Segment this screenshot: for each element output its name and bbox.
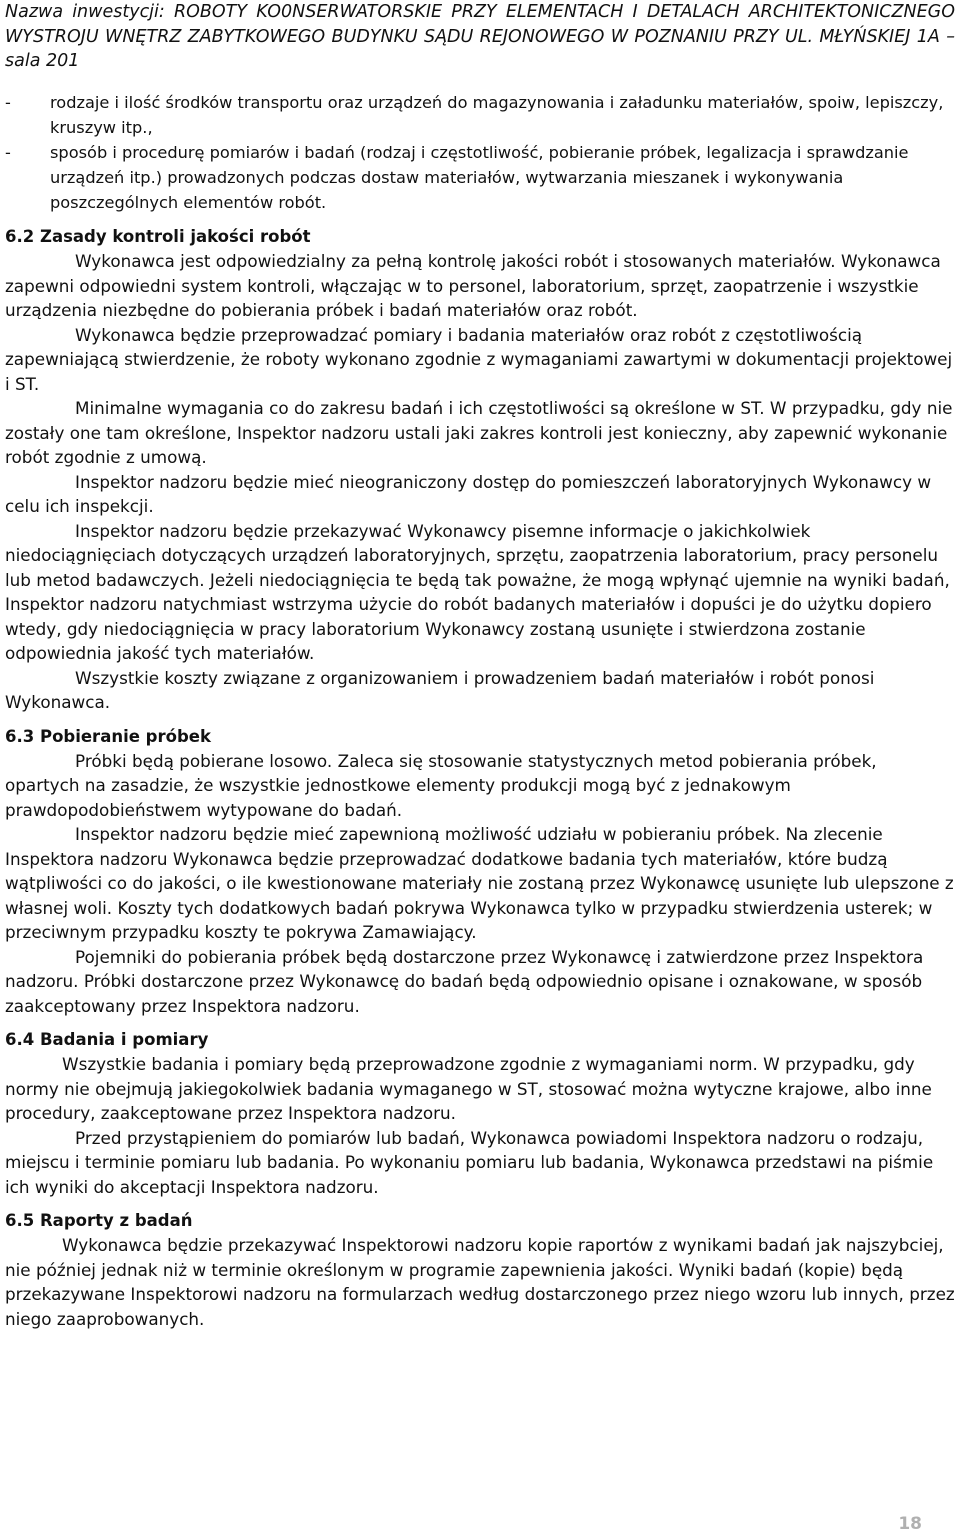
requirements-list [5, 90, 955, 215]
section-heading-6-2: 6.2 Zasady kontroli jakości robót [5, 227, 311, 246]
paragraph: Wykonawca będzie przeprowadzać pomiary i badania materiałów oraz robót z częstotliwością zapewniającą stwierdzenie, że roboty wykonano zgodnie z wymaganiami zawartymi w dokumentacji projektowej i ST. [5, 324, 953, 394]
page-number: 18 [898, 1514, 922, 1534]
list-dash: - [5, 93, 11, 112]
list-item-text: sposób i procedurę pomiarów i badań (rodzaj i częstotliwość, pobieranie próbek, legalizacja i sprawdzanie urządzeń itp.) prowadzonych podczas dostaw materiałów, wytwarzania mieszanek i wykonywania poszczególnych elementów robót. [50, 143, 909, 212]
paragraph: Minimalne wymagania co do zakresu badań i ich częstotliwości są określone w ST. W przypadku, gdy nie zostały one tam określone, Inspektor nadzoru ustali jaki zakres kontroli jest konieczny, aby zapewnić wykonanie robót zgodnie z umową. [5, 398, 953, 467]
document-header: Nazwa inwestycji: ROBOTY KO0NSERWATORSKIE PRZY ELEMENTACH I DETALACH ARCHITEKTONICZNEGO WYSTROJU WNĘTRZ ZABYTKOWEGO BUDYNKU SĄDU REJONOWEGO W POZNANIU PRZY UL. MŁYŃSKIEJ 1A – sala 201 [5, 2, 955, 71]
list-item-text: rodzaje i ilość środków transportu oraz urządzeń do magazynowania i załadunku materiałów, spoiw, lepiszczy, kruszyw itp., [50, 93, 944, 137]
paragraph: Wykonawca będzie przekazywać Inspektorowi nadzoru kopie raportów z wynikami badań jak najszybciej, nie później jednak niż w terminie określonym w programie zapewnienia jakości. Wyniki badań (kopie) będą przekazywane Inspektorowi nadzoru na formularzach według dostarczonego przez niego wzoru lub innych, przez niego zaaprobowanych. [5, 1235, 955, 1329]
paragraph: Inspektor nadzoru będzie mieć zapewnioną możliwość udziału w pobieraniu próbek. Na zlecenie Inspektora nadzoru Wykonawca będzie przeprowadzać dodatkowe badania tych materiałów, które budzą wątpliwości co do jakości, o ile kwestionowane materiały nie zostaną przez Wykonawcę usunięte lub ulepszone z własnej woli. Koszty tych dodatkowych badań pokrywa Wykonawca tylko w przypadku stwierdzenia usterek; w przeciwnym przypadku koszty te pokrywa Zamawiający. [5, 824, 954, 942]
list-item [5, 140, 955, 215]
list-dash: - [5, 143, 11, 162]
paragraph: Próbki będą pobierane losowo. Zaleca się stosowanie statystycznych metod pobierania próbek, opartych na zasadzie, że wszystkie jednostkowe elementy produkcji mogą być z jednakowym prawdopodobieństwem wytypowane do badań. [5, 750, 877, 820]
paragraph: Wszystkie koszty związane z organizowaniem i prowadzeniem badań materiałów i robót ponosi Wykonawca. [5, 667, 875, 712]
paragraph: Wykonawca jest odpowiedzialny za pełną kontrolę jakości robót i stosowanych materiałów. Wykonawca zapewni odpowiedni system kontroli, włączając w to personel, laboratorium, sprzęt, zaopatrzenie i wszystkie urządzenia niezbędne do pobierania próbek i badań materiałów oraz robót. [5, 251, 941, 320]
paragraph: Inspektor nadzoru będzie mieć nieograniczony dostęp do pomieszczeń laboratoryjnych Wykonawcy w celu ich inspekcji. [5, 471, 932, 516]
paragraph: Przed przystąpieniem do pomiarów lub badań, Wykonawca powiadomi Inspektora nadzoru o rodzaju, miejscu i terminie pomiaru lub badania. Po wykonaniu pomiaru lub badania, Wykonawca przedstawi na piśmie ich wyniki do akceptacji Inspektora nadzoru. [5, 1127, 934, 1197]
paragraph: Wszystkie badania i pomiary będą przeprowadzone zgodnie z wymaganiami norm. W przypadku, gdy normy nie obejmują jakiegokolwiek badania wymaganego w ST, stosować można wytyczne krajowe, albo inne procedury, zaakceptowane przez Inspektora nadzoru. [5, 1054, 932, 1123]
section-heading-6-3: 6.3 Pobieranie próbek [5, 726, 211, 746]
paragraph: Pojemniki do pobierania próbek będą dostarczone przez Wykonawcę i zatwierdzone przez Inspektora nadzoru. Próbki dostarczone przez Wykonawcę do badań będą odpowiednio opisane i oznakowane, w sposób zaakceptowany przez Inspektora nadzoru. [5, 946, 924, 1016]
section-heading-6-4: 6.4 Badania i pomiary [5, 1030, 209, 1049]
section-heading-6-5: 6.5 Raporty z badań [5, 1211, 193, 1230]
list-item [5, 90, 955, 140]
document-body [5, 90, 955, 1331]
paragraph: Inspektor nadzoru będzie przekazywać Wykonawcy pisemne informacje o jakichkolwiek niedociągnięciach dotyczących urządzeń laboratoryjnych, sprzętu, zaopatrzenia laboratorium, pracy personelu lub metod badawczych. Jeżeli niedociągnięcia te będą tak poważne, że mogą wpłynąć ujemnie na wyniki badań, Inspektor nadzoru natychmiast wstrzyma użycie do robót badanych materiałów i dopuści je do użytku dopiero wtedy, gdy niedociągnięcia w pracy laboratorium Wykonawcy zostaną usunięte i stwierdzona zostanie odpowiednia jakość tych materiałów. [5, 520, 950, 663]
